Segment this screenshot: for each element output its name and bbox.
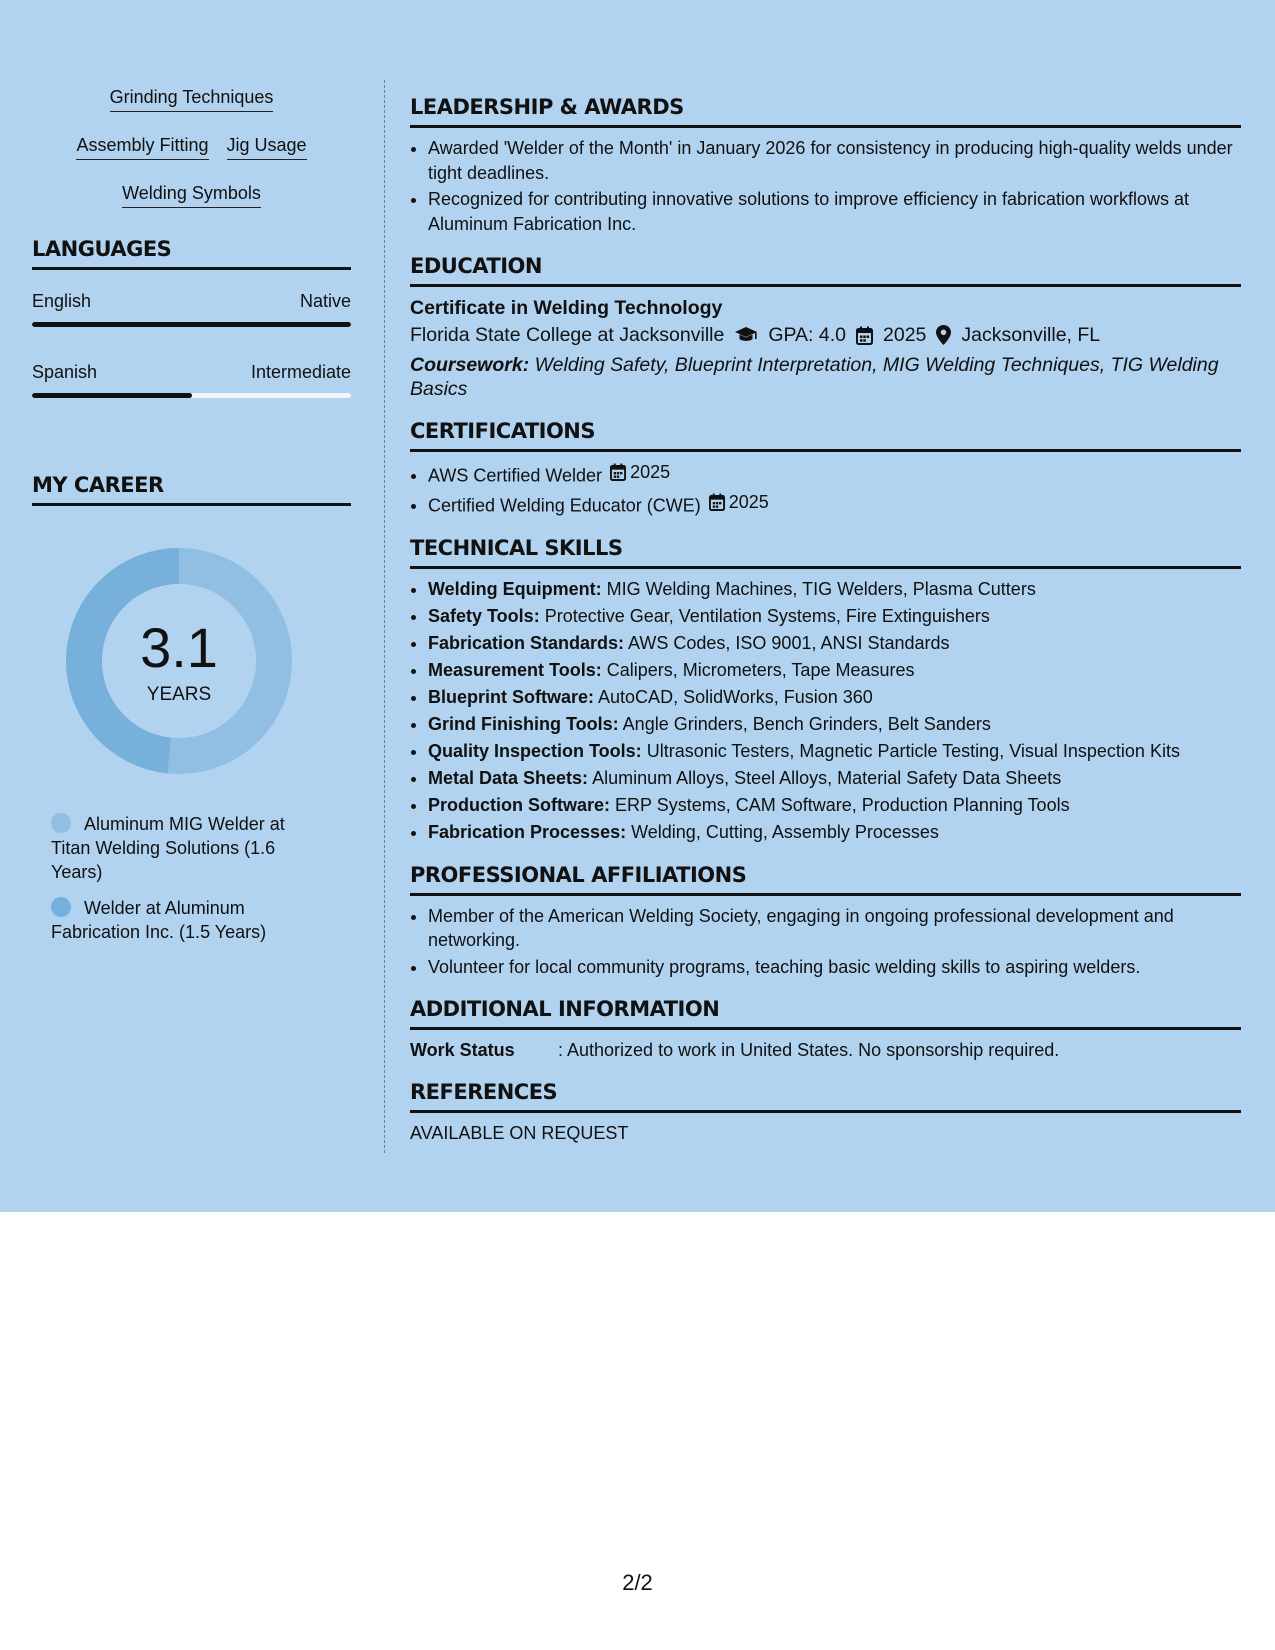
legend-dot bbox=[51, 813, 71, 833]
technical-skills-section bbox=[410, 535, 1241, 845]
skill-values: AutoCAD, SolidWorks, Fusion 360 bbox=[598, 686, 873, 707]
skill-tag: Welding Symbols bbox=[122, 182, 261, 208]
language-level: Native bbox=[299, 291, 351, 311]
list-item bbox=[428, 820, 1241, 845]
skill-values: ERP Systems, CAM Software, Production Planning Tools bbox=[615, 794, 1070, 815]
school-location: Jacksonville, FL bbox=[961, 324, 1101, 346]
language-bar bbox=[32, 393, 351, 398]
graduation-year: 2025 bbox=[883, 324, 927, 346]
list-item: • Volunteer for local community programs, teaching basic welding skills to aspiring welders. bbox=[428, 955, 1241, 980]
career-legend-item bbox=[51, 896, 316, 944]
skill-category: Blueprint Software: bbox=[428, 686, 595, 707]
skill-tag: Grinding Techniques bbox=[110, 86, 274, 112]
list-item bbox=[428, 712, 1241, 737]
leadership-section bbox=[410, 94, 1241, 236]
work-status bbox=[410, 1038, 1241, 1062]
skill-values: Aluminum Alloys, Steel Alloys, Material Safety Data Sheets bbox=[592, 767, 1062, 788]
certification-year: 2025 bbox=[630, 462, 671, 482]
work-status-value: : Authorized to work in United States. No sponsorship required. bbox=[558, 1040, 1060, 1060]
coursework-label: Coursework: bbox=[410, 354, 530, 376]
education-details bbox=[410, 321, 1241, 349]
skill-values: AWS Codes, ISO 9001, ANSI Standards bbox=[628, 632, 950, 653]
list-item: • Member of the American Welding Society, engaging in ongoing professional development and networking. bbox=[428, 904, 1241, 953]
career-unit: YEARS bbox=[146, 684, 212, 705]
language-item bbox=[32, 290, 351, 327]
certification-name: AWS Certified Welder bbox=[428, 465, 603, 486]
list-item bbox=[428, 793, 1241, 818]
list-item: • Recognized for contributing innovative solutions to improve efficiency in fabrication workflows at Aluminum Fabrication Inc. bbox=[428, 187, 1241, 236]
references-section bbox=[410, 1079, 1241, 1145]
career-legend-item bbox=[51, 812, 316, 884]
list-item bbox=[428, 604, 1241, 629]
work-status-label: Work Status bbox=[410, 1040, 515, 1060]
career-job-label: Welder at Aluminum Fabrication Inc. (1.5 Years) bbox=[51, 898, 267, 942]
references-heading: REFERENCES bbox=[410, 1079, 1241, 1113]
gpa: GPA: 4.0 bbox=[768, 324, 847, 346]
education-section bbox=[410, 253, 1241, 401]
list-item: • Awarded 'Welder of the Month' in January 2026 for consistency in producing high-quality welds under tight deadlines. bbox=[428, 136, 1241, 185]
list-item bbox=[428, 577, 1241, 602]
career-donut-chart bbox=[66, 548, 292, 774]
career-total: 3.1 bbox=[140, 616, 218, 679]
list-item bbox=[428, 658, 1241, 683]
career-heading: MY CAREER bbox=[32, 472, 351, 506]
skill-tag: Assembly Fitting bbox=[76, 134, 208, 160]
degree-title: Certificate in Welding Technology bbox=[410, 297, 723, 319]
career-legend bbox=[51, 812, 316, 944]
certifications-heading: CERTIFICATIONS bbox=[410, 418, 1241, 452]
certifications-section bbox=[410, 418, 1241, 518]
calendar-icon bbox=[709, 493, 725, 511]
certification-name: Certified Welding Educator (CWE) bbox=[428, 495, 701, 515]
list-item bbox=[428, 631, 1241, 656]
graduation-cap-icon bbox=[734, 326, 758, 344]
skill-category: Safety Tools: bbox=[428, 605, 540, 626]
skill-category: Production Software: bbox=[428, 794, 611, 815]
coursework-list: Welding Safety, Blueprint Interpretation, MIG Welding Techniques, TIG Welding Basics bbox=[410, 354, 1219, 400]
affiliations-heading: PROFESSIONAL AFFILIATIONS bbox=[410, 862, 1241, 896]
skill-values: Protective Gear, Ventilation Systems, Fire Extinguishers bbox=[544, 605, 990, 626]
skill-values: MIG Welding Machines, TIG Welders, Plasma Cutters bbox=[606, 578, 1036, 599]
skill-category: Grind Finishing Tools: bbox=[428, 713, 619, 734]
additional-info-heading: ADDITIONAL INFORMATION bbox=[410, 996, 1241, 1030]
skill-category: Fabrication Processes: bbox=[428, 821, 627, 842]
skill-values: Ultrasonic Testers, Magnetic Particle Testing, Visual Inspection Kits bbox=[646, 740, 1180, 761]
language-name: Spanish bbox=[32, 362, 98, 382]
skill-category: Measurement Tools: bbox=[428, 659, 602, 680]
calendar-icon bbox=[856, 326, 873, 345]
legend-dot bbox=[51, 897, 71, 917]
education-heading: EDUCATION bbox=[410, 253, 1241, 287]
skill-values: Welding, Cutting, Assembly Processes bbox=[631, 821, 939, 842]
language-bar-fill bbox=[32, 322, 351, 327]
skill-category: Quality Inspection Tools: bbox=[428, 740, 642, 761]
language-item bbox=[32, 361, 351, 398]
additional-info-section bbox=[410, 996, 1241, 1062]
skill-values: Angle Grinders, Bench Grinders, Belt Sanders bbox=[622, 713, 991, 734]
skill-tag: Jig Usage bbox=[227, 134, 307, 160]
technical-skills-heading: TECHNICAL SKILLS bbox=[410, 535, 1241, 569]
references-text: AVAILABLE ON REQUEST bbox=[410, 1123, 629, 1143]
skill-category: Welding Equipment: bbox=[428, 578, 602, 599]
leadership-heading: LEADERSHIP & AWARDS bbox=[410, 94, 1241, 128]
language-name: English bbox=[32, 291, 92, 311]
column-divider bbox=[384, 80, 385, 1153]
calendar-icon bbox=[610, 463, 626, 481]
career-job-label: Aluminum MIG Welder at Titan Welding Solutions (1.6 Years) bbox=[51, 814, 285, 882]
school-name: Florida State College at Jacksonville bbox=[410, 324, 725, 346]
location-pin-icon bbox=[936, 325, 951, 345]
list-item bbox=[428, 766, 1241, 791]
affiliations-section bbox=[410, 862, 1241, 980]
languages-heading: LANGUAGES bbox=[32, 236, 351, 270]
skill-tags bbox=[32, 86, 351, 208]
list-item bbox=[428, 460, 1241, 488]
certification-year: 2025 bbox=[728, 491, 769, 512]
list-item bbox=[428, 685, 1241, 710]
language-bar bbox=[32, 322, 351, 327]
list-item bbox=[428, 739, 1241, 764]
left-column bbox=[32, 86, 351, 956]
language-level: Intermediate bbox=[250, 362, 351, 382]
page-number: 2/2 bbox=[622, 1570, 653, 1595]
skill-values: Calipers, Micrometers, Tape Measures bbox=[606, 659, 915, 680]
skill-category: Metal Data Sheets: bbox=[428, 767, 589, 788]
list-item bbox=[428, 490, 1241, 518]
skill-category: Fabrication Standards: bbox=[428, 632, 625, 653]
coursework bbox=[410, 353, 1241, 401]
language-bar-fill bbox=[32, 393, 192, 398]
right-column bbox=[410, 94, 1241, 1162]
